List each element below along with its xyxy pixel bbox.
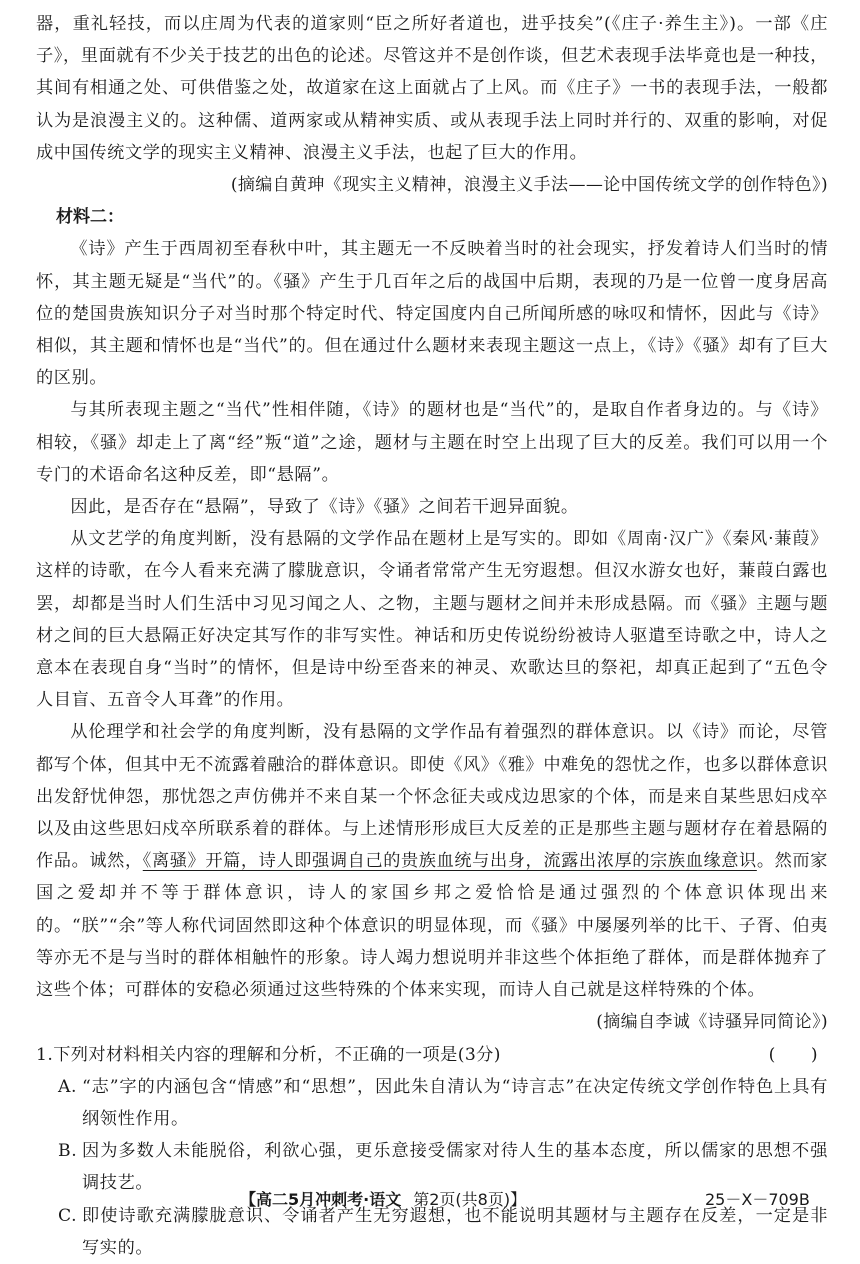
material-2-paragraph-5 <box>36 716 828 1006</box>
page-number: 第2页(共8页)】 <box>413 1190 527 1209</box>
question-1-text: 1.下列对材料相关内容的理解和分析，不正确的一项是(3分) <box>36 1044 501 1065</box>
page-footer <box>0 1183 860 1213</box>
option-text: “志”字的内涵包含“情感”和“思想”，因此朱自清认为“诗言志”在决定传统文学创作特色上具有纲领性作用。 <box>82 1076 828 1129</box>
footer-title <box>240 1187 526 1210</box>
material-2-paragraph-1: 《诗》产生于西周初至春秋中叶，其主题无一不反映着当时的社会现实，抒发着诗人们当时的情怀，其主题无疑是“当代”的。《骚》产生于几百年之后的战国中后期，表现的乃是一位曾一度身居高位的楚国贵族知识分子对当时那个特定时代、特定国度内自己所闻所感的咏叹和情怀，因此与《诗》相似，其主题和情怀也是“当代”的。但在通过什么题材来表现主题这一点上，《诗》《骚》却有了巨大的区别。 <box>36 239 828 389</box>
exam-code: 25－X－709B <box>705 1190 810 1209</box>
option-text: 即使诗歌充满朦胧意识、令诵者产生无穷遐想，也不能说明其题材与主题存在反差，一定是非写实的。 <box>82 1205 828 1258</box>
material-2-paragraph-4: 从文艺学的角度判断，没有悬隔的文学作品在题材上是写实的。即如《周南·汉广》《秦风·蒹葭》这样的诗歌，在今人看来充满了朦胧意识，令诵者常常产生无穷遐想。但汉水游女也好，蒹葭白露也罢，却都是当时人们生活中习见习闻之人、之物，主题与题材之间并未形成悬隔。而《骚》主题与题材之间的巨大悬隔正好决定其写作的非写实性。神话和历史传说纷纷被诗人驱遣至诗歌之中，诗人之意本在表现自身“当时”的情怀，但是诗中纷至沓来的神灵、欢歌达旦的祭祀，却真正起到了“五色令人目盲、五音令人耳聋”的作用。 <box>36 529 828 711</box>
citation-1: (摘编自黄珅《现实主义精神，浪漫主义手法——论中国传统文学的创作特色》) <box>230 175 828 196</box>
material-2-heading: 材料二： <box>56 207 124 228</box>
option-label: C. <box>58 1205 78 1226</box>
answer-blank[interactable]: ( ) <box>768 1044 818 1065</box>
option-a[interactable] <box>36 1071 828 1135</box>
intro-paragraph: 器，重礼轻技，而以庄周为代表的道家则“臣之所好者道也，进乎技矣”(《庄子·养生主》)。一部《庄子》，里面就有不少关于技艺的出色的论述。尽管这并不是创作谈，但艺术表现手法毕竟也是一种技，其间有相通之处、可供借鉴之处，故道家在这上面就占了上风。而《庄子》一书的表现手法，一般都认为是浪漫主义的。这种儒、道两家或从精神实质、或从表现手法上同时并行的、双重的影响，对促成中国传统文学的现实主义精神、浪漫主义手法，也起了巨大的作用。 <box>36 14 828 163</box>
underlined-sentence: 《离骚》开篇，诗人即强调自己的贵族血统与出身，流露出浓厚的宗族血缘意识 <box>142 851 757 872</box>
option-text: 因为多数人未能脱俗，利欲心强，更乐意接受儒家对待人生的基本态度，所以儒家的思想不强调技艺。 <box>82 1141 828 1194</box>
exam-title: 【高二5月冲刺考·语文 <box>240 1190 402 1209</box>
option-label: A. <box>58 1076 78 1097</box>
paragraph-5-part-b: 。然而家国之爱却并不等于群体意识，诗人的家国乡邦之爱恰恰是通过强烈的个体意识体现出来的。“朕”“余”等人称代词固然即这种个体意识的明显体现，而《骚》中屡屡列举的比干、子胥、伯夷等亦无不是与当时的群体相触忤的形象。诗人竭力想说明并非这些个体拒绝了群体，而是群体抛弃了这些个体；可群体的安稳必须通过这些特殊的个体来实现，而诗人自己就是这样特殊的个体。 <box>36 851 828 1001</box>
option-label: B. <box>58 1141 78 1162</box>
citation-2: (摘编自李诚《诗骚异同简论》) <box>596 1012 828 1033</box>
material-2-paragraph-3: 因此，是否存在“悬隔”，导致了《诗》《骚》之间若干迥异面貌。 <box>70 497 579 518</box>
paragraph-5-part-a: 从伦理学和社会学的角度判断，没有悬隔的文学作品有着强烈的群体意识。以《诗》而论，尽管都写个体，但其中无不流露着融洽的群体意识。即使《风》《雅》中难免的怨忧之作，也多以群体意识出发舒忧伸怨，那忧怨之声仿佛并不来自某一个怀念征夫或戍边思家的个体，而是来自某些思妇戍卒以及由这些思妇戍卒所联系着的群体。与上述情形形成巨大反差的正是那些主题与题材存在着悬隔的作品。诚然， <box>36 722 828 872</box>
exam-page <box>36 8 828 1264</box>
question-1-stem <box>36 1039 828 1071</box>
material-2-paragraph-2: 与其所表现主题之“当代”性相伴随，《诗》的题材也是“当代”的，是取自作者身边的。与《诗》相较，《骚》却走上了离“经”叛“道”之途，题材与主题在时空上出现了巨大的反差。我们可以用一个专门的术语命名这种反差，即“悬隔”。 <box>36 400 828 485</box>
